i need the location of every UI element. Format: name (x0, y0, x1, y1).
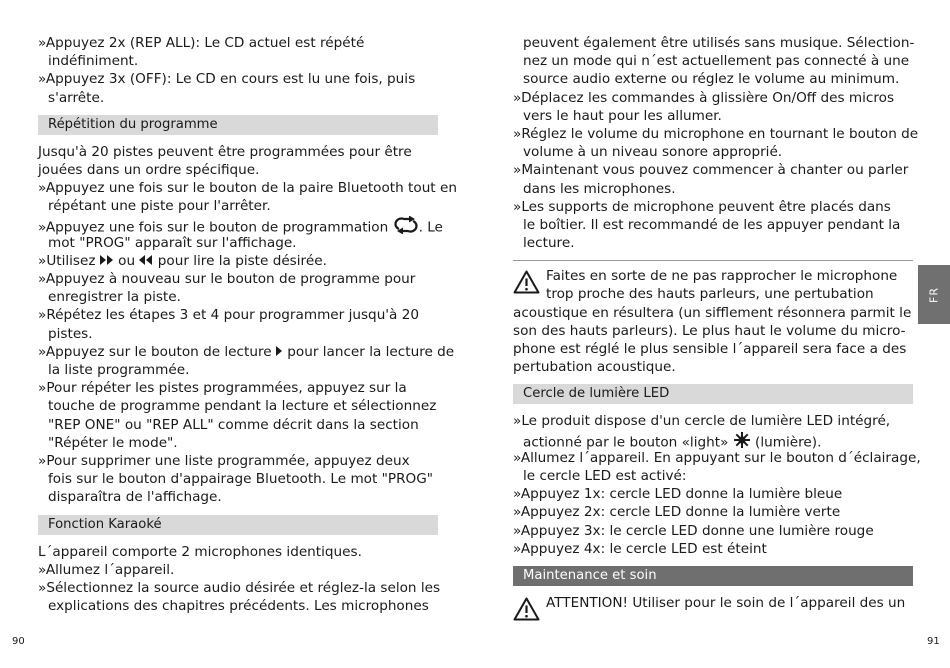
bullet-line-cont: le cercle LED est activé: (523, 467, 687, 484)
text-segment: »Utilisez (38, 252, 96, 269)
paragraph-line: jouées dans un ordre spécifique. (38, 161, 260, 178)
bullet-line: »Répétez les étapes 3 et 4 pour programmer jusqu'à 20 (38, 307, 419, 324)
fast-forward-icon (100, 252, 114, 270)
bullet-line: »Allumez l´appareil. (38, 561, 175, 578)
bullet-rep-all-cont: indéfiniment. (48, 53, 139, 70)
bullet-line: »Déplacez les commandes à glissière On/Off des micros (513, 89, 895, 106)
bullet-line: »Appuyez 1x: cercle LED donne la lumière bleue (513, 486, 843, 503)
bullet-line-light (513, 431, 913, 449)
warning-line: phone est réglé le plus sensible l´appareil sera face a des (513, 341, 907, 357)
bullet-line: »Appuyez une fois sur le bouton de la paire Bluetooth tout en (38, 180, 457, 197)
bullet-line: »Sélectionnez la source audio désirée et réglez-la selon les (38, 579, 441, 596)
bullet-line-cont: disparaîtra de l'affichage. (48, 489, 222, 506)
bullet-line-skip (38, 252, 438, 270)
bullet-line-cont: "Répéter le mode". (48, 434, 178, 451)
left-column (38, 34, 457, 615)
bullet-line: »Le produit dispose d'un cercle de lumière LED intégré, (513, 413, 891, 430)
bullet-line: »Appuyez 2x: cercle LED donne la lumière verte (513, 504, 841, 521)
paragraph-line: L´appareil comporte 2 microphones identiques. (38, 543, 362, 560)
bullet-line: »Pour supprimer une liste programmée, appuyez deux (38, 452, 410, 469)
section-header-led: Cercle de lumière LED (513, 384, 913, 404)
language-tab (918, 265, 950, 324)
bullet-line-cont: fois sur le bouton d'appairage Bluetooth. Le mot "PROG" (48, 471, 434, 488)
text-segment: . Le (418, 219, 443, 236)
bullet-line-program (38, 216, 443, 236)
page-number-left: 90 (12, 636, 25, 647)
bullet-rep-all: »Appuyez 2x (REP ALL): Le CD actuel est répété (38, 35, 365, 51)
attention-line: ATTENTION! Utiliser pour le soin de l´appareil des un (546, 594, 906, 611)
warning-line: Faites en sorte de ne pas rapprocher le microphone (546, 268, 898, 285)
bullet-line-cont: enregistrer la piste. (48, 289, 181, 306)
section-header-maintenance: Maintenance et soin (513, 566, 913, 586)
bullet-line: »Appuyez 4x: le cercle LED est éteint (513, 540, 767, 557)
bullet-line-cont: répétant une piste pour l'arrêter. (48, 198, 271, 215)
bullet-line-cont: nez un mode qui n´est actuellement pas connecté à une (523, 53, 910, 70)
language-tab-label: FR (927, 286, 941, 303)
bullet-line-cont: mot "PROG" apparaît sur l'affichage. (48, 234, 297, 251)
warning-line: acoustique en résultera (un sifflement résonnera parmit le (513, 304, 912, 321)
section-header-karaoke: Fonction Karaoké (38, 515, 438, 535)
bullet-line-cont: lecture. (523, 235, 575, 252)
paragraph-line: Jusqu'à 20 pistes peuvent être programmées pour être (38, 143, 412, 160)
warning-line: trop proche des hauts parleurs, une pertubation (546, 286, 874, 303)
text-segment: »Appuyez une fois sur le bouton de programmation (38, 219, 389, 236)
bullet-line-cont: source audio externe ou réglez le volume au minimum. (523, 71, 900, 88)
text-segment: »Appuyez sur le bouton de lecture (38, 343, 272, 360)
bullet-line-cont: la liste programmée. (48, 362, 190, 378)
text-segment: pour lire la piste désirée. (157, 252, 327, 269)
bullet-line-play (38, 343, 455, 361)
warning-block (513, 267, 913, 303)
bullet-off-cont: s'arrête. (48, 89, 105, 106)
bullet-off: »Appuyez 3x (OFF): Le CD en cours est lu une fois, puis (38, 71, 416, 88)
divider (513, 260, 913, 261)
section-header-repetition: Répétition du programme (38, 115, 438, 135)
text-segment: actionné par le bouton «light» (523, 434, 729, 451)
bullet-line: »Appuyez à nouveau sur le bouton de programme pour (38, 271, 416, 288)
bullet-line-cont: pistes. (48, 325, 93, 342)
bullet-line: »Les supports de microphone peuvent être placés dans (513, 198, 891, 215)
play-icon (276, 343, 283, 361)
attention-block (513, 594, 913, 612)
warning-line: pertubation acoustique. (513, 359, 676, 376)
bullet-line-cont: dans les microphones. (523, 180, 676, 197)
bullet-line-cont: explications des chapitres précédents. Les microphones (48, 598, 429, 615)
right-column (513, 34, 921, 612)
text-segment: pour lancer la lecture de (287, 343, 455, 360)
bullet-line: »Pour répéter les pistes programmées, appuyez sur la (38, 380, 407, 397)
repeat-icon (393, 216, 419, 239)
bullet-line-cont: touche de programme pendant la lecture et sélectionnez (48, 398, 437, 415)
bullet-line: »Réglez le volume du microphone en tournant le bouton de (513, 125, 919, 142)
text-segment: ou (118, 252, 136, 269)
warning-line: son des hauts parleurs). Le plus haut le volume du micro- (513, 322, 906, 339)
bullet-line-cont: volume à un niveau sonore approprié. (523, 144, 783, 161)
text-segment: (lumière). (755, 434, 822, 451)
page-number-right: 91 (927, 636, 940, 647)
bullet-line-cont: peuvent également être utilisés sans musique. Sélection- (523, 35, 915, 51)
bullet-line: »Appuyez 3x: le cercle LED donne une lumière rouge (513, 522, 874, 539)
rewind-icon (139, 252, 153, 270)
warning-icon (513, 597, 540, 625)
bullet-line-cont: le boîtier. Il est recommandé de les appuyer pendant la (523, 216, 901, 233)
bullet-line: »Maintenant vous pouvez commencer à chanter ou parler (513, 162, 909, 179)
bullet-line: »Allumez l´appareil. En appuyant sur le bouton d´éclairage, (513, 449, 921, 466)
bullet-line-cont: vers le haut pour les allumer. (523, 107, 722, 124)
warning-icon (513, 270, 540, 298)
bullet-line-cont: "REP ONE" ou "REP ALL" comme décrit dans la section (48, 416, 419, 433)
